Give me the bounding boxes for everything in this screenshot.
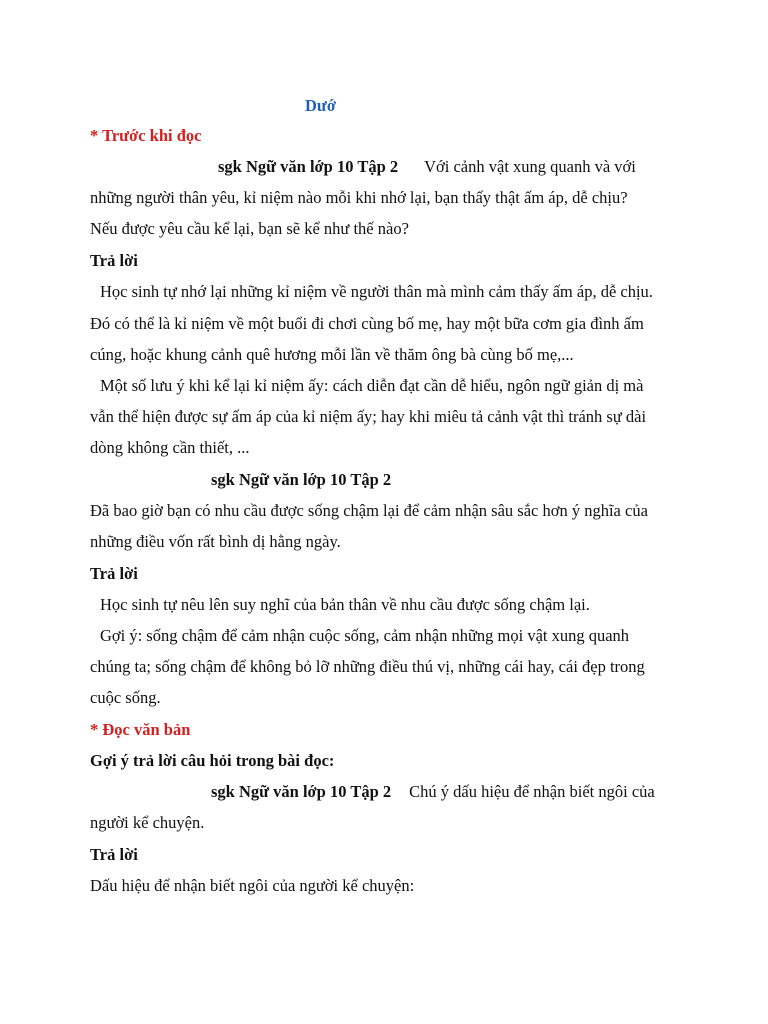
answer-1-paragraph-1-line-3: cúng, hoặc khung cảnh quê hương mỗi lần về thăm ông bà cùng bố mẹ,...	[90, 345, 574, 364]
section-heading-before-reading: * Trước khi đọc	[90, 126, 202, 145]
answer-1-paragraph-2-line-1: Một số lưu ý khi kể lại kỉ niệm ấy: cách diễn đạt cần dễ hiểu, ngôn ngữ giản dị mà	[100, 376, 644, 395]
answer-2-paragraph-2-line-1: Gợi ý: sống chậm để cảm nhận cuộc sống, cảm nhận những mọi vật xung quanh	[100, 626, 630, 645]
question-1-line-3: Nếu được yêu cầu kể lại, bạn sẽ kể như thế nào?	[90, 219, 409, 238]
question-2-reference: sgk Ngữ văn lớp 10 Tập 2	[211, 470, 392, 489]
question-3-text: Chú ý dấu hiệu để nhận biết ngôi của	[409, 782, 655, 801]
question-3-line-1	[211, 782, 655, 802]
question-2-line-1: Đã bao giờ bạn có nhu cầu được sống chậm lại để cảm nhận sâu sắc hơn ý nghĩa của	[90, 501, 648, 520]
question-1-line-2: những người thân yêu, kỉ niệm nào mỗi khi nhớ lại, bạn thấy thật ấm áp, dễ chịu?	[90, 188, 628, 207]
answer-1-paragraph-1-line-1: Học sinh tự nhớ lại những kỉ niệm về người thân mà mình cảm thấy ấm áp, dễ chịu.	[100, 282, 653, 301]
answer-1-paragraph-1-line-2: Đó có thể là kỉ niệm về một buổi đi chơi cùng bố mẹ, hay một bữa cơm gia đình ấm	[90, 314, 644, 333]
answer-3-line-1: Dấu hiệu để nhận biết ngôi của người kể chuyện:	[90, 876, 415, 895]
answer-2-label: Trả lời	[90, 564, 138, 583]
answer-1-paragraph-2-line-3: dòng không cần thiết, ...	[90, 438, 250, 457]
section-heading-reading-text: * Đọc văn bản	[90, 720, 191, 739]
question-3-line-2: người kể chuyện.	[90, 813, 205, 832]
question-2-line-2: những điều vốn rất bình dị hằng ngày.	[90, 532, 341, 551]
answer-1-label: Trả lời	[90, 251, 138, 270]
answer-2-paragraph-2-line-3: cuộc sống.	[90, 688, 161, 707]
answer-2-paragraph-1: Học sinh tự nêu lên suy nghĩ của bản thân về nhu cầu được sống chậm lại.	[100, 595, 590, 614]
question-1-reference: sgk Ngữ văn lớp 10 Tập 2	[218, 157, 399, 176]
question-3-reference: sgk Ngữ văn lớp 10 Tập 2	[211, 782, 392, 801]
question-1-text: Với cảnh vật xung quanh và với	[424, 157, 636, 176]
answer-3-label: Trả lời	[90, 845, 138, 864]
section-2-subheading: Gợi ý trả lời câu hỏi trong bài đọc:	[90, 751, 335, 770]
answer-2-paragraph-2-line-2: chúng ta; sống chậm để không bỏ lỡ những điều thú vị, những cái hay, cái đẹp trong	[90, 657, 645, 676]
answer-1-paragraph-2-line-2: vẫn thể hiện được sự ấm áp của kỉ niệm ấy; hay khi miêu tả cảnh vật thì tránh sự dài	[90, 407, 647, 426]
question-1-line-1	[218, 157, 636, 177]
document-title: Dướ	[305, 96, 336, 115]
